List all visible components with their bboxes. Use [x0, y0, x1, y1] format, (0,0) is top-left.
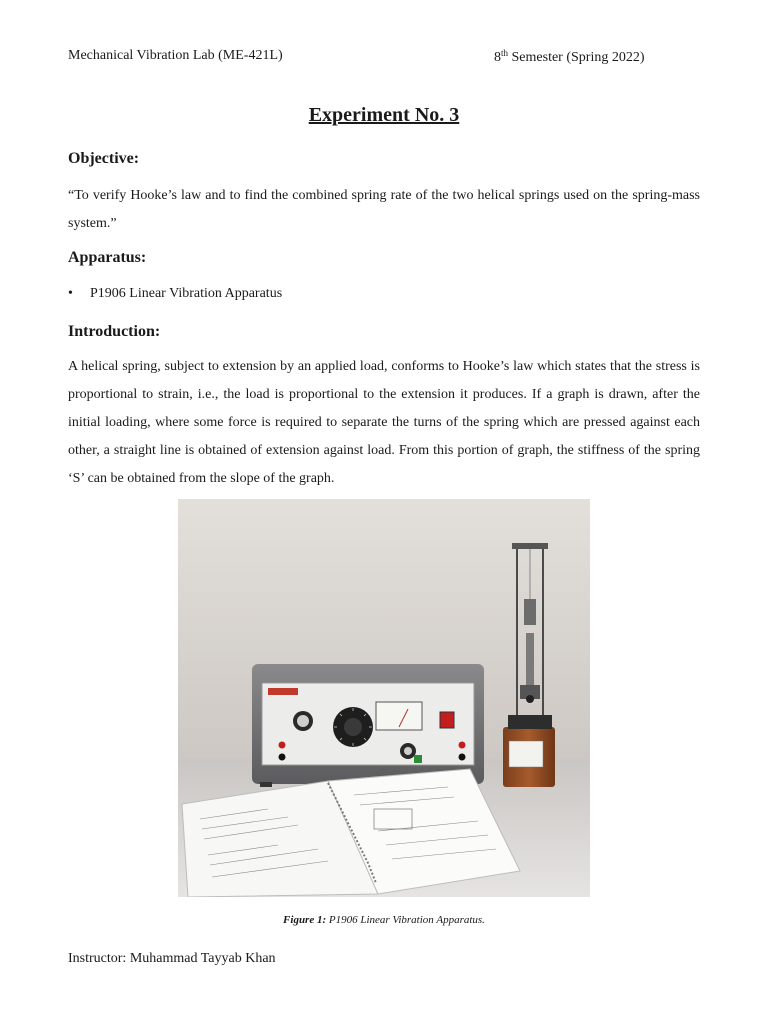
- figure-caption: [0, 914, 768, 926]
- apparatus-item-label: P1906 Linear Vibration Apparatus: [90, 286, 283, 301]
- page-title: Experiment No. 3: [308, 104, 460, 126]
- introduction-text: A helical spring, subject to extension by an applied load, conforms to Hooke’s law which states that the stress is proportional to strain, i.e., the load is proportional to the extension it produces. If a graph is drawn, after the initial loading, where some force is required to separate the turns of the spring which are pressed against each other, a straight line is obtained of extension against load. From this portion of graph, the stiffness of the spring ‘S’ can be obtained from the slope of the graph.: [68, 359, 700, 486]
- apparatus-heading: Apparatus:: [68, 249, 147, 266]
- objective-text: “To verify Hooke’s law and to find the combined spring rate of the two helical springs used on the spring-mass system.”: [68, 188, 700, 231]
- figure-caption-label: Figure 1:: [283, 914, 327, 926]
- instructor-name: Instructor: Muhammad Tayyab Khan: [68, 951, 276, 966]
- semester-suffix: th: [501, 48, 509, 58]
- apparatus-photo: [178, 499, 590, 897]
- header-course: Mechanical Vibration Lab (ME-421L): [68, 48, 283, 63]
- semester-number: 8: [494, 50, 501, 65]
- semester-text: Semester (Spring 2022): [508, 50, 645, 65]
- apparatus-list-item: [68, 286, 282, 302]
- introduction-heading: Introduction:: [68, 323, 161, 340]
- control-unit: [252, 664, 484, 787]
- figure-caption-text: P1906 Linear Vibration Apparatus.: [326, 914, 485, 926]
- bullet-icon: •: [68, 286, 73, 301]
- header-semester: [494, 48, 645, 66]
- objective-heading: Objective:: [68, 150, 140, 167]
